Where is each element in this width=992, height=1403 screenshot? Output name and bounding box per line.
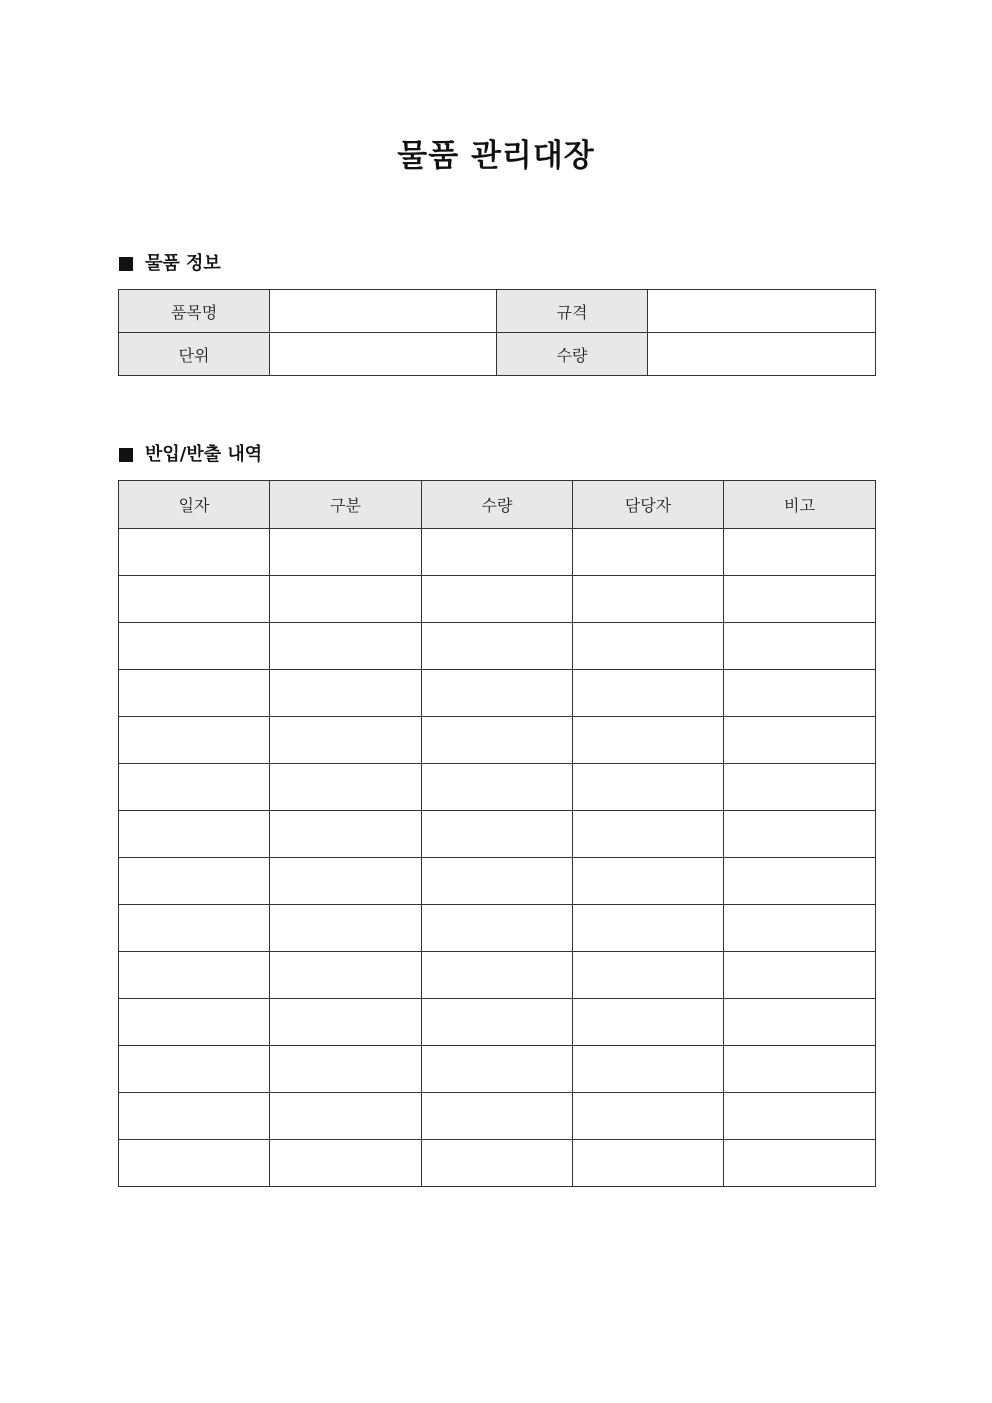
quantity-cell[interactable] <box>422 717 573 764</box>
type-cell[interactable] <box>270 576 422 623</box>
date-cell[interactable] <box>119 529 270 576</box>
remarks-cell[interactable] <box>724 1046 876 1093</box>
column-header-manager: 담당자 <box>573 481 724 529</box>
remarks-cell[interactable] <box>724 1140 876 1187</box>
remarks-cell[interactable] <box>724 717 876 764</box>
type-cell[interactable] <box>270 529 422 576</box>
manager-cell[interactable] <box>573 952 724 999</box>
type-cell[interactable] <box>270 670 422 717</box>
date-cell[interactable] <box>119 576 270 623</box>
item-info-row <box>119 333 876 376</box>
table-row <box>119 717 876 764</box>
quantity-cell[interactable] <box>422 1046 573 1093</box>
manager-cell[interactable] <box>573 1046 724 1093</box>
unit-field[interactable] <box>270 333 497 376</box>
table-row <box>119 529 876 576</box>
table-row <box>119 811 876 858</box>
quantity-label: 수량 <box>497 333 648 376</box>
section-heading-label: 물품 정보 <box>145 253 221 274</box>
quantity-cell[interactable] <box>422 999 573 1046</box>
type-cell[interactable] <box>270 811 422 858</box>
manager-cell[interactable] <box>573 1093 724 1140</box>
date-cell[interactable] <box>119 811 270 858</box>
item-name-field[interactable] <box>270 290 497 333</box>
table-row <box>119 905 876 952</box>
item-info-row <box>119 290 876 333</box>
section-heading-item-info <box>119 252 221 276</box>
table-row <box>119 952 876 999</box>
manager-cell[interactable] <box>573 999 724 1046</box>
date-cell[interactable] <box>119 764 270 811</box>
table-row <box>119 623 876 670</box>
type-cell[interactable] <box>270 1140 422 1187</box>
type-cell[interactable] <box>270 999 422 1046</box>
table-row <box>119 1093 876 1140</box>
manager-cell[interactable] <box>573 858 724 905</box>
in-out-log-table <box>118 480 876 1187</box>
table-row <box>119 576 876 623</box>
type-cell[interactable] <box>270 952 422 999</box>
date-cell[interactable] <box>119 717 270 764</box>
date-cell[interactable] <box>119 1140 270 1187</box>
table-row <box>119 1140 876 1187</box>
quantity-cell[interactable] <box>422 623 573 670</box>
black-square-icon <box>119 448 133 462</box>
remarks-cell[interactable] <box>724 858 876 905</box>
table-body <box>119 529 876 1187</box>
spec-label: 규격 <box>497 290 648 333</box>
quantity-cell[interactable] <box>422 1093 573 1140</box>
table-row <box>119 999 876 1046</box>
date-cell[interactable] <box>119 1046 270 1093</box>
remarks-cell[interactable] <box>724 529 876 576</box>
remarks-cell[interactable] <box>724 1093 876 1140</box>
remarks-cell[interactable] <box>724 576 876 623</box>
quantity-cell[interactable] <box>422 670 573 717</box>
remarks-cell[interactable] <box>724 764 876 811</box>
remarks-cell[interactable] <box>724 999 876 1046</box>
manager-cell[interactable] <box>573 529 724 576</box>
type-cell[interactable] <box>270 764 422 811</box>
remarks-cell[interactable] <box>724 952 876 999</box>
quantity-cell[interactable] <box>422 576 573 623</box>
quantity-cell[interactable] <box>422 529 573 576</box>
manager-cell[interactable] <box>573 717 724 764</box>
manager-cell[interactable] <box>573 623 724 670</box>
type-cell[interactable] <box>270 717 422 764</box>
type-cell[interactable] <box>270 905 422 952</box>
table-row <box>119 670 876 717</box>
section-heading-in-out-log <box>119 443 262 467</box>
spec-field[interactable] <box>648 290 876 333</box>
section-heading-label: 반입/반출 내역 <box>145 444 263 465</box>
type-cell[interactable] <box>270 858 422 905</box>
column-header-type: 구분 <box>270 481 422 529</box>
remarks-cell[interactable] <box>724 905 876 952</box>
table-header-row <box>119 481 876 529</box>
manager-cell[interactable] <box>573 576 724 623</box>
remarks-cell[interactable] <box>724 670 876 717</box>
column-header-remarks: 비고 <box>724 481 876 529</box>
table-row <box>119 1046 876 1093</box>
manager-cell[interactable] <box>573 1140 724 1187</box>
column-header-date: 일자 <box>119 481 270 529</box>
date-cell[interactable] <box>119 1093 270 1140</box>
quantity-cell[interactable] <box>422 764 573 811</box>
manager-cell[interactable] <box>573 764 724 811</box>
manager-cell[interactable] <box>573 811 724 858</box>
quantity-cell[interactable] <box>422 811 573 858</box>
unit-label: 단위 <box>119 333 270 376</box>
type-cell[interactable] <box>270 1093 422 1140</box>
column-header-quantity: 수량 <box>422 481 573 529</box>
type-cell[interactable] <box>270 623 422 670</box>
date-cell[interactable] <box>119 858 270 905</box>
quantity-cell[interactable] <box>422 905 573 952</box>
date-cell[interactable] <box>119 952 270 999</box>
quantity-cell[interactable] <box>422 1140 573 1187</box>
date-cell[interactable] <box>119 905 270 952</box>
manager-cell[interactable] <box>573 905 724 952</box>
date-cell[interactable] <box>119 999 270 1046</box>
item-name-label: 품목명 <box>119 290 270 333</box>
table-row <box>119 858 876 905</box>
manager-cell[interactable] <box>573 670 724 717</box>
date-cell[interactable] <box>119 623 270 670</box>
table-row <box>119 764 876 811</box>
remarks-cell[interactable] <box>724 623 876 670</box>
quantity-cell[interactable] <box>422 952 573 999</box>
type-cell[interactable] <box>270 1046 422 1093</box>
quantity-cell[interactable] <box>422 858 573 905</box>
black-square-icon <box>119 257 133 271</box>
remarks-cell[interactable] <box>724 811 876 858</box>
item-info-table <box>118 289 876 376</box>
quantity-field[interactable] <box>648 333 876 376</box>
page-title: 물품 관리대장 <box>397 138 595 174</box>
date-cell[interactable] <box>119 670 270 717</box>
